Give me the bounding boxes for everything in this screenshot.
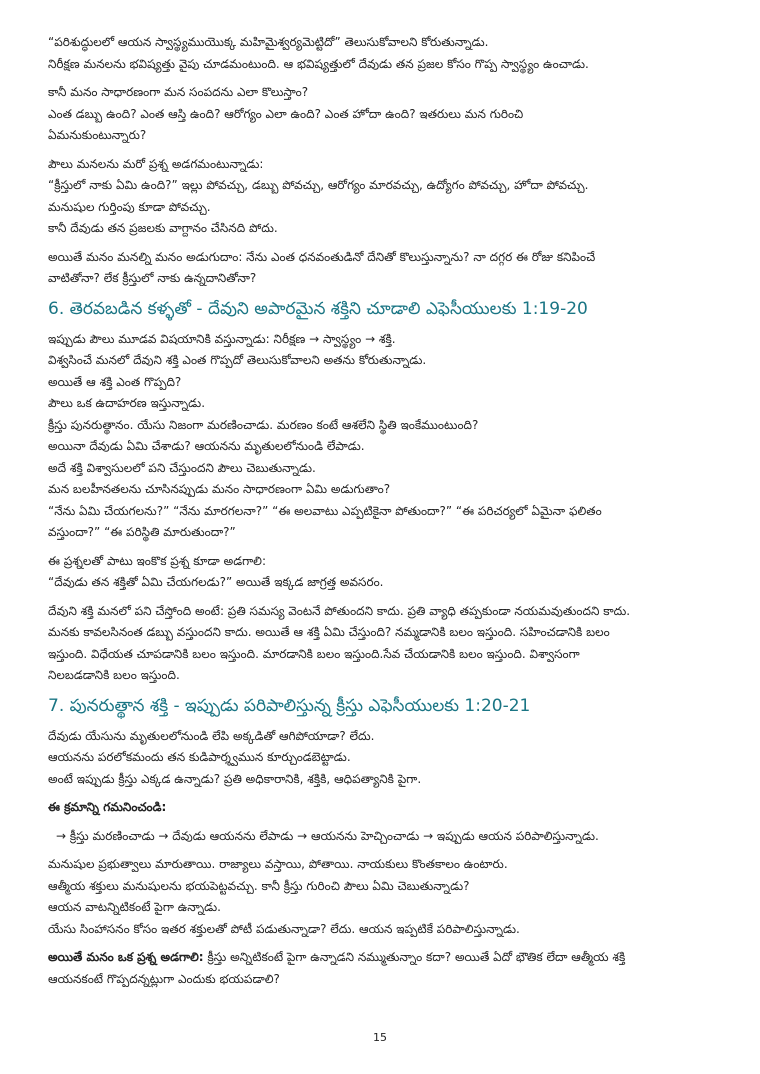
text-line: అయితే మనం మనల్ని మనం అడుగుదాం: నేను ఎంత ధనవంతుడినో దేనితో కొలుస్తున్నాను? నా దగ్గర ఈ రోజు కనిపించే bbox=[48, 249, 596, 264]
line-text: క్రీస్తు అన్నిటికంటే పైగా ఉన్నాడని నమ్ముతున్నాం కదా? అయితే ఏదో భౌతిక లేదా ఆత్మీయ శక్తి bbox=[203, 950, 626, 964]
paragraph bbox=[48, 247, 722, 290]
text-line: “దేవుడు తన శక్తితో ఏమి చేయగలడు?” అయితే ఇక్కడ జాగ్రత్త అవసరం. bbox=[48, 575, 384, 589]
paragraph bbox=[48, 551, 722, 594]
text-line: “పరిశుద్ధులలో ఆయన స్వాస్థ్యముయొక్క మహిమైశ్వర్యమెట్టిదో” తెలుసుకోవాలని కోరుతున్నాడు. bbox=[48, 35, 489, 49]
text-line: విశ్వసించే మనలో దేవుని శక్తి ఎంత గొప్పదో తెలుసుకోవాలని అతను కోరుతున్నాడు. bbox=[48, 353, 427, 367]
text-line: ఇప్పుడు పౌలు మూడవ విషయానికి వస్తున్నాడు: నిరీక్షణ → స్వాస్థ్యం → శక్తి. bbox=[48, 331, 396, 346]
text-line: ఆయనకంటే గొప్పదన్నట్లుగా ఎందుకు భయపడాలి? bbox=[48, 971, 280, 986]
text-line: “క్రీస్తులో నాకు ఏమి ఉంది?” ఇల్లు పోవచ్చు, డబ్బు పోవచ్చు, ఆరోగ్యం మారవచ్చు, ఉద్యోగం పోవచ్చు, హోదా పోవచ్చు. bbox=[48, 178, 589, 192]
paragraph bbox=[48, 726, 722, 791]
text-line: ఎంత డబ్బు ఉంది? ఎంత ఆస్తి ఉంది? ఆరోగ్యం ఎలా ఉంది? ఎంత హోదా ఉంది? ఇతరులు మన గురించి bbox=[48, 106, 524, 121]
text-line: అయినా దేవుడు ఏమి చేశాడు? ఆయనను మృతులలోనుండి లేపాడు. bbox=[48, 439, 365, 453]
paragraph bbox=[48, 947, 722, 990]
text-line: దేవుడు యేసును మృతులలోనుండి లేపి అక్కడితో ఆగిపోయాడా? లేదు. bbox=[48, 728, 375, 743]
text-line: పౌలు ఒక ఉదాహరణ ఇస్తున్నాడు. bbox=[48, 396, 206, 410]
text-line bbox=[48, 947, 722, 969]
text-line: మనకు కావలసినంత డబ్బు వస్తుందని కాదు. అయితే ఆ శక్తి ఏమి చేస్తుంది? నమ్మడానికి బలం ఇస్తుంది. సహించడానికి బలం bbox=[48, 625, 610, 639]
text-line: మనుషుల గుర్తింపు కూడా పోవచ్చు. bbox=[48, 199, 211, 214]
text-line: క్రీస్తు పునరుత్థానం. యేసు నిజంగా మరణించాడు. మరణం కంటే ఆశలేని స్థితి ఇంకేముంటుంది? bbox=[48, 417, 479, 432]
paragraph bbox=[48, 601, 722, 687]
text-line: మన బలహీనతలను చూసినప్పుడు మనం సాధారణంగా ఏమి అడుగుతాం? bbox=[48, 482, 391, 496]
paragraph bbox=[48, 826, 722, 848]
text-line: ఆయన వాటన్నిటికంటే పైగా ఉన్నాడు. bbox=[48, 900, 221, 914]
text-line: → క్రీస్తు మరణించాడు → దేవుడు ఆయనను లేపాడు → ఆయనను హెచ్చించాడు → ఇప్పుడు ఆయన పరిపాలిస్తున్నాడు. bbox=[56, 828, 599, 843]
text-line: పౌలు మనలను మరో ప్రశ్న అడగమంటున్నాడు: bbox=[48, 156, 264, 171]
text-line: ఇస్తుంది. విధేయత చూపడానికి బలం ఇస్తుంది. మారడానికి బలం ఇస్తుంది.సేవ చేయడానికి బలం ఇస్తుంది. విశ్వాసంగా bbox=[48, 646, 580, 661]
text-line: ఏమనుకుంటున్నారు? bbox=[48, 128, 147, 142]
text-line: కానీ దేవుడు తన ప్రజలకు వాగ్దానం చేసినది పోదు. bbox=[48, 221, 278, 235]
text-line: అంటే ఇప్పుడు క్రీస్తు ఎక్కడ ఉన్నాడు? ప్రతి అధికారానికి, శక్తికి, ఆధిపత్యానికి పైగా. bbox=[48, 771, 422, 786]
text-line: యేసు సింహాసనం కోసం ఇతర శక్తులతో పోటీ పడుతున్నాడా? లేదు. ఆయన ఇప్పటికే పరిపాలిస్తున్నాడు. bbox=[48, 921, 520, 936]
text-line: కానీ మనం సాధారణంగా మన సంపదను ఎలా కొలుస్తాం? bbox=[48, 85, 309, 99]
section-heading: 7. పునరుత్థాన శక్తి - ఇప్పుడు పరిపాలిస్తున్న క్రీస్తు ఎఫెసీయులకు 1:20-21 bbox=[48, 695, 531, 716]
paragraph bbox=[48, 797, 722, 819]
text-line: అదే శక్తి విశ్వాసులలో పని చేస్తుందని పౌలు చెబుతున్నాడు. bbox=[48, 460, 316, 475]
text-line: “నేను ఏమి చేయగలను?” “నేను మారగలనా?” “ఈ అలవాటు ఎప్పటికైనా పోతుందా?” “ఈ పరిచర్యలో ఏమైనా ఫలితం bbox=[48, 503, 602, 518]
text-line: వస్తుందా?” “ఈ పరిస్థితి మారుతుందా?” bbox=[48, 525, 236, 539]
text-line: నిరీక్షణ మనలను భవిష్యత్తు వైపు చూడమంటుంది. ఆ భవిష్యత్తులో దేవుడు తన ప్రజల కోసం గొప్ప స్వాస్థ్యం ఉంచాడు. bbox=[48, 56, 589, 71]
paragraph bbox=[48, 154, 722, 240]
text-line: నిలబడడానికి బలం ఇస్తుంది. bbox=[48, 668, 180, 682]
bold-prefix: అయితే మనం ఒక ప్రశ్న అడగాలి: bbox=[48, 950, 204, 964]
text-line: వాటితోనా? లేక క్రీస్తులో నాకు ఉన్నదానితోనా? bbox=[48, 271, 257, 285]
paragraph bbox=[48, 82, 722, 147]
text-line: అయితే ఆ శక్తి ఎంత గొప్పది? bbox=[48, 374, 182, 389]
text-line: ఆత్మీయ శక్తులు మనుషులను భయపెట్టవచ్చు. కానీ క్రీస్తు గురించి పౌలు ఏమి చెబుతున్నాడు? bbox=[48, 878, 470, 893]
text-line: ఆయనను పరలోకమందు తన కుడిపార్శ్వమున కూర్చుండబెట్టాడు. bbox=[48, 750, 351, 764]
text-line: దేవుని శక్తి మనలో పని చేస్తోంది అంటే: ప్రతి సమస్య వెంటనే పోతుందని కాదు. ప్రతి వ్యాధి తప్పకుండా నయమవుతుందని కాదు. bbox=[48, 603, 631, 618]
text-line: మనుషుల ప్రభుత్వాలు మారుతాయి. రాజ్యాలు వస్తాయి, పోతాయి. నాయకులు కొంతకాలం ఉంటారు. bbox=[48, 857, 508, 871]
text-line: ఈ క్రమాన్ని గమనించండి: bbox=[48, 800, 167, 814]
paragraph bbox=[48, 32, 722, 75]
document-page bbox=[48, 32, 722, 997]
section-heading: 6. తెరవబడిన కళ్ళతో - దేవుని అపారమైన శక్తిని చూడాలి ఎఫెసీయులకు 1:19-20 bbox=[48, 298, 588, 319]
page-number: 15 bbox=[373, 1031, 387, 1044]
paragraph bbox=[48, 329, 722, 544]
text-line: ఈ ప్రశ్నలతో పాటు ఇంకొక ప్రశ్న కూడా అడగాలి: bbox=[48, 553, 266, 568]
paragraph bbox=[48, 854, 722, 940]
